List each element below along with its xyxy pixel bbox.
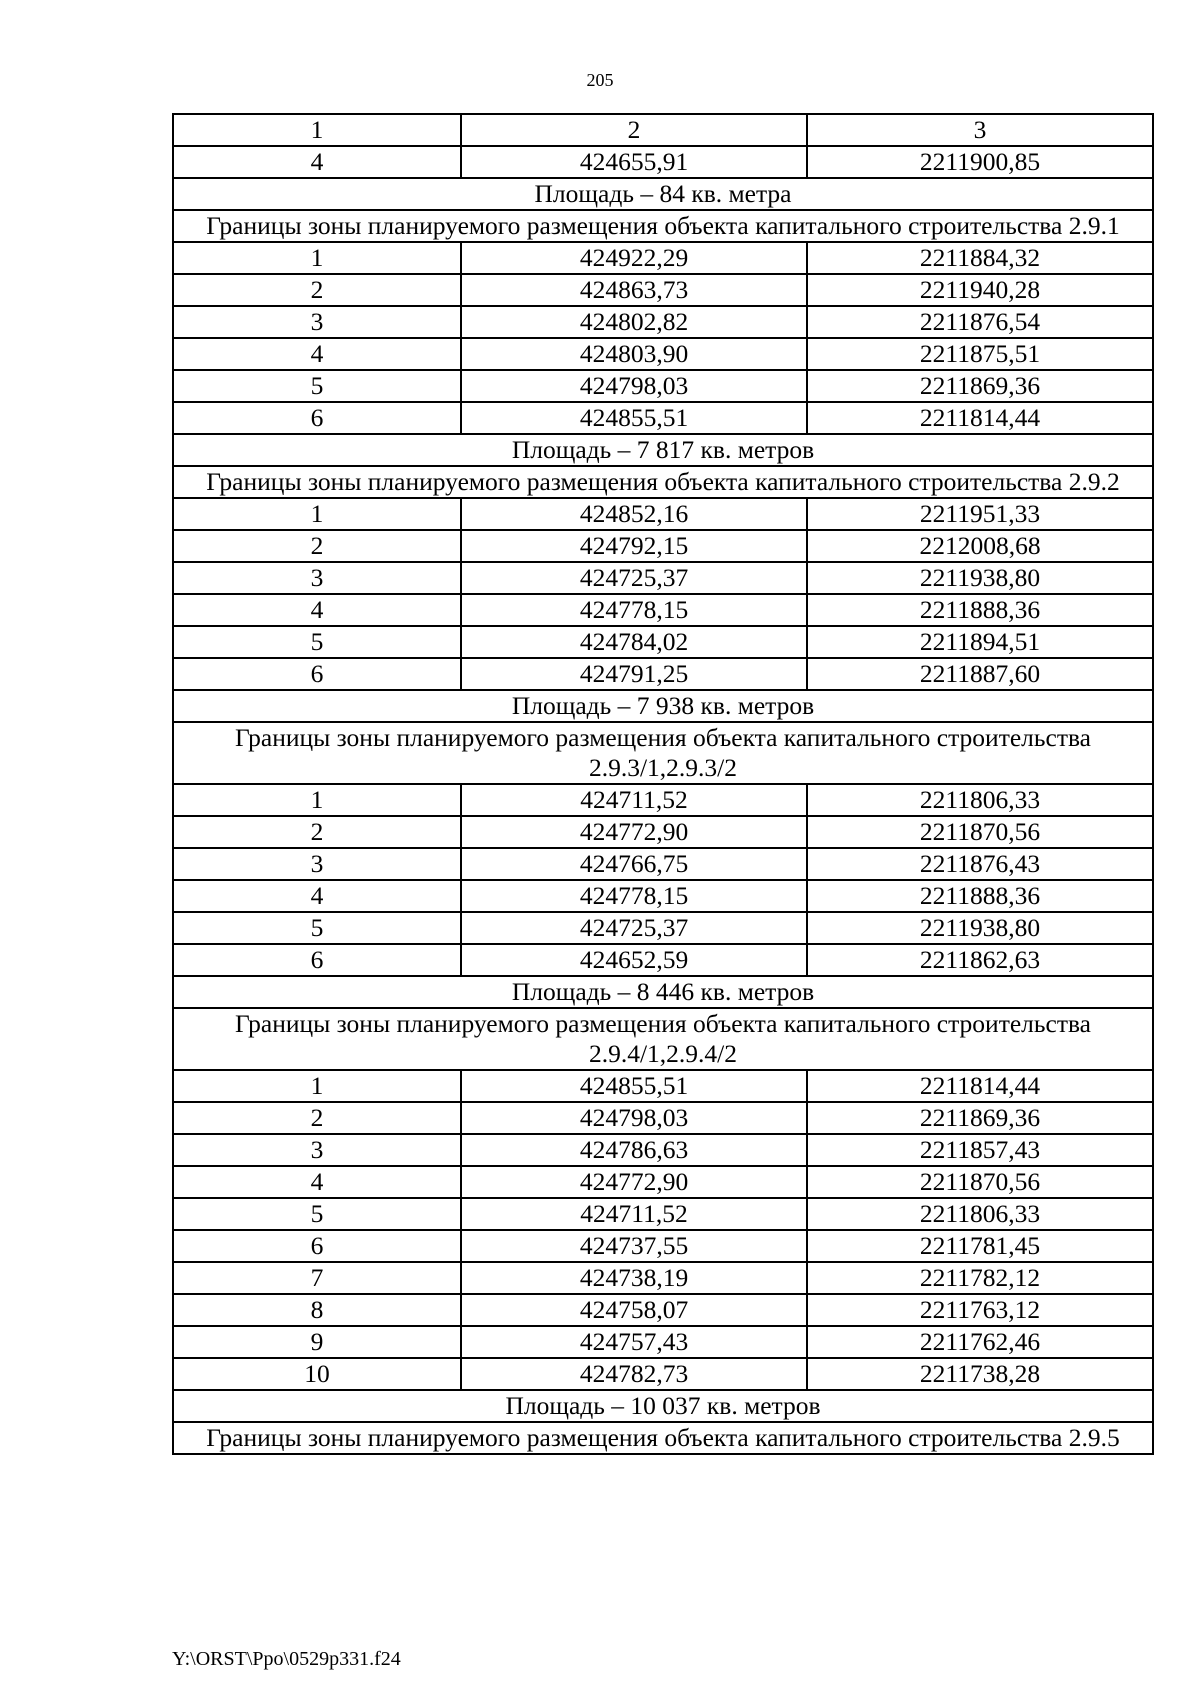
x-coordinate-cell: 424655,91 [461, 146, 807, 178]
coordinate-row [173, 1294, 1153, 1326]
coordinate-row [173, 1358, 1153, 1390]
point-number-cell: 2 [173, 530, 461, 562]
point-number-cell: 10 [173, 1358, 461, 1390]
coordinate-row [173, 1102, 1153, 1134]
coordinates-table [172, 113, 1154, 1455]
coordinate-row [173, 912, 1153, 944]
point-number-cell: 3 [173, 1134, 461, 1166]
zone-section-title: Границы зоны планируемого размещения объекта капитального строительства 2.9.1 [173, 210, 1153, 242]
point-number-cell: 1 [173, 1070, 461, 1102]
area-text: Площадь – 7 938 кв. метров [173, 690, 1153, 722]
x-coordinate-cell: 424711,52 [461, 1198, 807, 1230]
x-coordinate-cell: 424786,63 [461, 1134, 807, 1166]
area-text: Площадь – 10 037 кв. метров [173, 1390, 1153, 1422]
coordinate-row [173, 784, 1153, 816]
point-number-cell: 7 [173, 1262, 461, 1294]
point-number-cell: 4 [173, 338, 461, 370]
zone-section-row [173, 722, 1153, 784]
y-coordinate-cell: 2211870,56 [807, 1166, 1153, 1198]
coordinate-row [173, 1134, 1153, 1166]
x-coordinate-cell: 424778,15 [461, 880, 807, 912]
x-coordinate-cell: 424766,75 [461, 848, 807, 880]
x-coordinate-cell: 424725,37 [461, 562, 807, 594]
x-coordinate-cell: 424772,90 [461, 1166, 807, 1198]
y-coordinate-cell: 2211951,33 [807, 498, 1153, 530]
y-coordinate-cell: 2211940,28 [807, 274, 1153, 306]
x-coordinate-cell: 424792,15 [461, 530, 807, 562]
point-number-cell: 6 [173, 658, 461, 690]
x-coordinate-cell: 424778,15 [461, 594, 807, 626]
y-coordinate-cell: 2211738,28 [807, 1358, 1153, 1390]
point-number-cell: 1 [173, 242, 461, 274]
zone-section-row [173, 1422, 1153, 1454]
area-row [173, 434, 1153, 466]
coordinate-row [173, 816, 1153, 848]
coordinate-row [173, 1198, 1153, 1230]
coordinate-row [173, 1230, 1153, 1262]
coordinate-row [173, 242, 1153, 274]
point-number-cell: 6 [173, 944, 461, 976]
zone-section-row [173, 210, 1153, 242]
x-coordinate-cell: 424737,55 [461, 1230, 807, 1262]
x-coordinate-cell: 424738,19 [461, 1262, 807, 1294]
y-coordinate-cell: 2211857,43 [807, 1134, 1153, 1166]
coordinate-row [173, 562, 1153, 594]
header-cell-point-number: 1 [173, 114, 461, 146]
coordinate-row [173, 658, 1153, 690]
point-number-cell: 6 [173, 402, 461, 434]
table-body [173, 114, 1153, 1454]
x-coordinate-cell: 424791,25 [461, 658, 807, 690]
page-number: 205 [586, 70, 614, 90]
zone-section-row [173, 1008, 1153, 1070]
y-coordinate-cell: 2211888,36 [807, 594, 1153, 626]
point-number-cell: 2 [173, 816, 461, 848]
y-coordinate-cell: 2211875,51 [807, 338, 1153, 370]
area-row [173, 1390, 1153, 1422]
x-coordinate-cell: 424922,29 [461, 242, 807, 274]
header-cell-y: 3 [807, 114, 1153, 146]
y-coordinate-cell: 2211814,44 [807, 402, 1153, 434]
x-coordinate-cell: 424782,73 [461, 1358, 807, 1390]
coordinate-row [173, 338, 1153, 370]
y-coordinate-cell: 2211887,60 [807, 658, 1153, 690]
point-number-cell: 4 [173, 1166, 461, 1198]
point-number-cell: 3 [173, 562, 461, 594]
x-coordinate-cell: 424798,03 [461, 1102, 807, 1134]
x-coordinate-cell: 424852,16 [461, 498, 807, 530]
y-coordinate-cell: 2211806,33 [807, 784, 1153, 816]
coordinate-row [173, 146, 1153, 178]
area-text: Площадь – 8 446 кв. метров [173, 976, 1153, 1008]
area-text: Площадь – 7 817 кв. метров [173, 434, 1153, 466]
coordinate-row [173, 880, 1153, 912]
y-coordinate-cell: 2211888,36 [807, 880, 1153, 912]
x-coordinate-cell: 424855,51 [461, 402, 807, 434]
zone-section-title: Границы зоны планируемого размещения объекта капитального строительства 2.9.4/1,2.9.4/2 [173, 1008, 1153, 1070]
coordinate-row [173, 848, 1153, 880]
point-number-cell: 5 [173, 1198, 461, 1230]
zone-section-title: Границы зоны планируемого размещения объекта капитального строительства 2.9.5 [173, 1422, 1153, 1454]
point-number-cell: 4 [173, 880, 461, 912]
y-coordinate-cell: 2211806,33 [807, 1198, 1153, 1230]
coordinate-row [173, 944, 1153, 976]
coordinate-row [173, 594, 1153, 626]
coordinate-row [173, 274, 1153, 306]
x-coordinate-cell: 424784,02 [461, 626, 807, 658]
x-coordinate-cell: 424855,51 [461, 1070, 807, 1102]
coordinate-row [173, 1262, 1153, 1294]
area-row [173, 178, 1153, 210]
x-coordinate-cell: 424803,90 [461, 338, 807, 370]
y-coordinate-cell: 2211894,51 [807, 626, 1153, 658]
point-number-cell: 9 [173, 1326, 461, 1358]
y-coordinate-cell: 2212008,68 [807, 530, 1153, 562]
area-text: Площадь – 84 кв. метра [173, 178, 1153, 210]
area-row [173, 976, 1153, 1008]
x-coordinate-cell: 424798,03 [461, 370, 807, 402]
y-coordinate-cell: 2211762,46 [807, 1326, 1153, 1358]
point-number-cell: 4 [173, 146, 461, 178]
x-coordinate-cell: 424725,37 [461, 912, 807, 944]
y-coordinate-cell: 2211814,44 [807, 1070, 1153, 1102]
point-number-cell: 1 [173, 784, 461, 816]
x-coordinate-cell: 424652,59 [461, 944, 807, 976]
y-coordinate-cell: 2211900,85 [807, 146, 1153, 178]
x-coordinate-cell: 424863,73 [461, 274, 807, 306]
x-coordinate-cell: 424711,52 [461, 784, 807, 816]
point-number-cell: 3 [173, 848, 461, 880]
y-coordinate-cell: 2211869,36 [807, 370, 1153, 402]
y-coordinate-cell: 2211938,80 [807, 912, 1153, 944]
y-coordinate-cell: 2211763,12 [807, 1294, 1153, 1326]
x-coordinate-cell: 424758,07 [461, 1294, 807, 1326]
zone-section-row [173, 466, 1153, 498]
y-coordinate-cell: 2211869,36 [807, 1102, 1153, 1134]
point-number-cell: 2 [173, 274, 461, 306]
coordinate-row [173, 530, 1153, 562]
point-number-cell: 3 [173, 306, 461, 338]
coordinate-row [173, 1070, 1153, 1102]
coordinate-row [173, 498, 1153, 530]
y-coordinate-cell: 2211870,56 [807, 816, 1153, 848]
zone-section-title: Границы зоны планируемого размещения объекта капитального строительства 2.9.2 [173, 466, 1153, 498]
y-coordinate-cell: 2211781,45 [807, 1230, 1153, 1262]
x-coordinate-cell: 424757,43 [461, 1326, 807, 1358]
header-cell-x: 2 [461, 114, 807, 146]
coordinate-row [173, 306, 1153, 338]
y-coordinate-cell: 2211876,54 [807, 306, 1153, 338]
y-coordinate-cell: 2211938,80 [807, 562, 1153, 594]
point-number-cell: 5 [173, 626, 461, 658]
coordinate-row [173, 626, 1153, 658]
table-header-row [173, 114, 1153, 146]
x-coordinate-cell: 424802,82 [461, 306, 807, 338]
y-coordinate-cell: 2211862,63 [807, 944, 1153, 976]
coordinate-row [173, 370, 1153, 402]
y-coordinate-cell: 2211884,32 [807, 242, 1153, 274]
point-number-cell: 8 [173, 1294, 461, 1326]
zone-section-title: Границы зоны планируемого размещения объекта капитального строительства 2.9.3/1,2.9.3/2 [173, 722, 1153, 784]
y-coordinate-cell: 2211876,43 [807, 848, 1153, 880]
point-number-cell: 1 [173, 498, 461, 530]
point-number-cell: 2 [173, 1102, 461, 1134]
point-number-cell: 5 [173, 370, 461, 402]
point-number-cell: 6 [173, 1230, 461, 1262]
coordinate-row [173, 402, 1153, 434]
footer-file-path: Y:\ORST\Ppo\0529p331.f24 [172, 1648, 401, 1670]
area-row [173, 690, 1153, 722]
coordinate-row [173, 1326, 1153, 1358]
point-number-cell: 4 [173, 594, 461, 626]
point-number-cell: 5 [173, 912, 461, 944]
coordinate-row [173, 1166, 1153, 1198]
x-coordinate-cell: 424772,90 [461, 816, 807, 848]
y-coordinate-cell: 2211782,12 [807, 1262, 1153, 1294]
